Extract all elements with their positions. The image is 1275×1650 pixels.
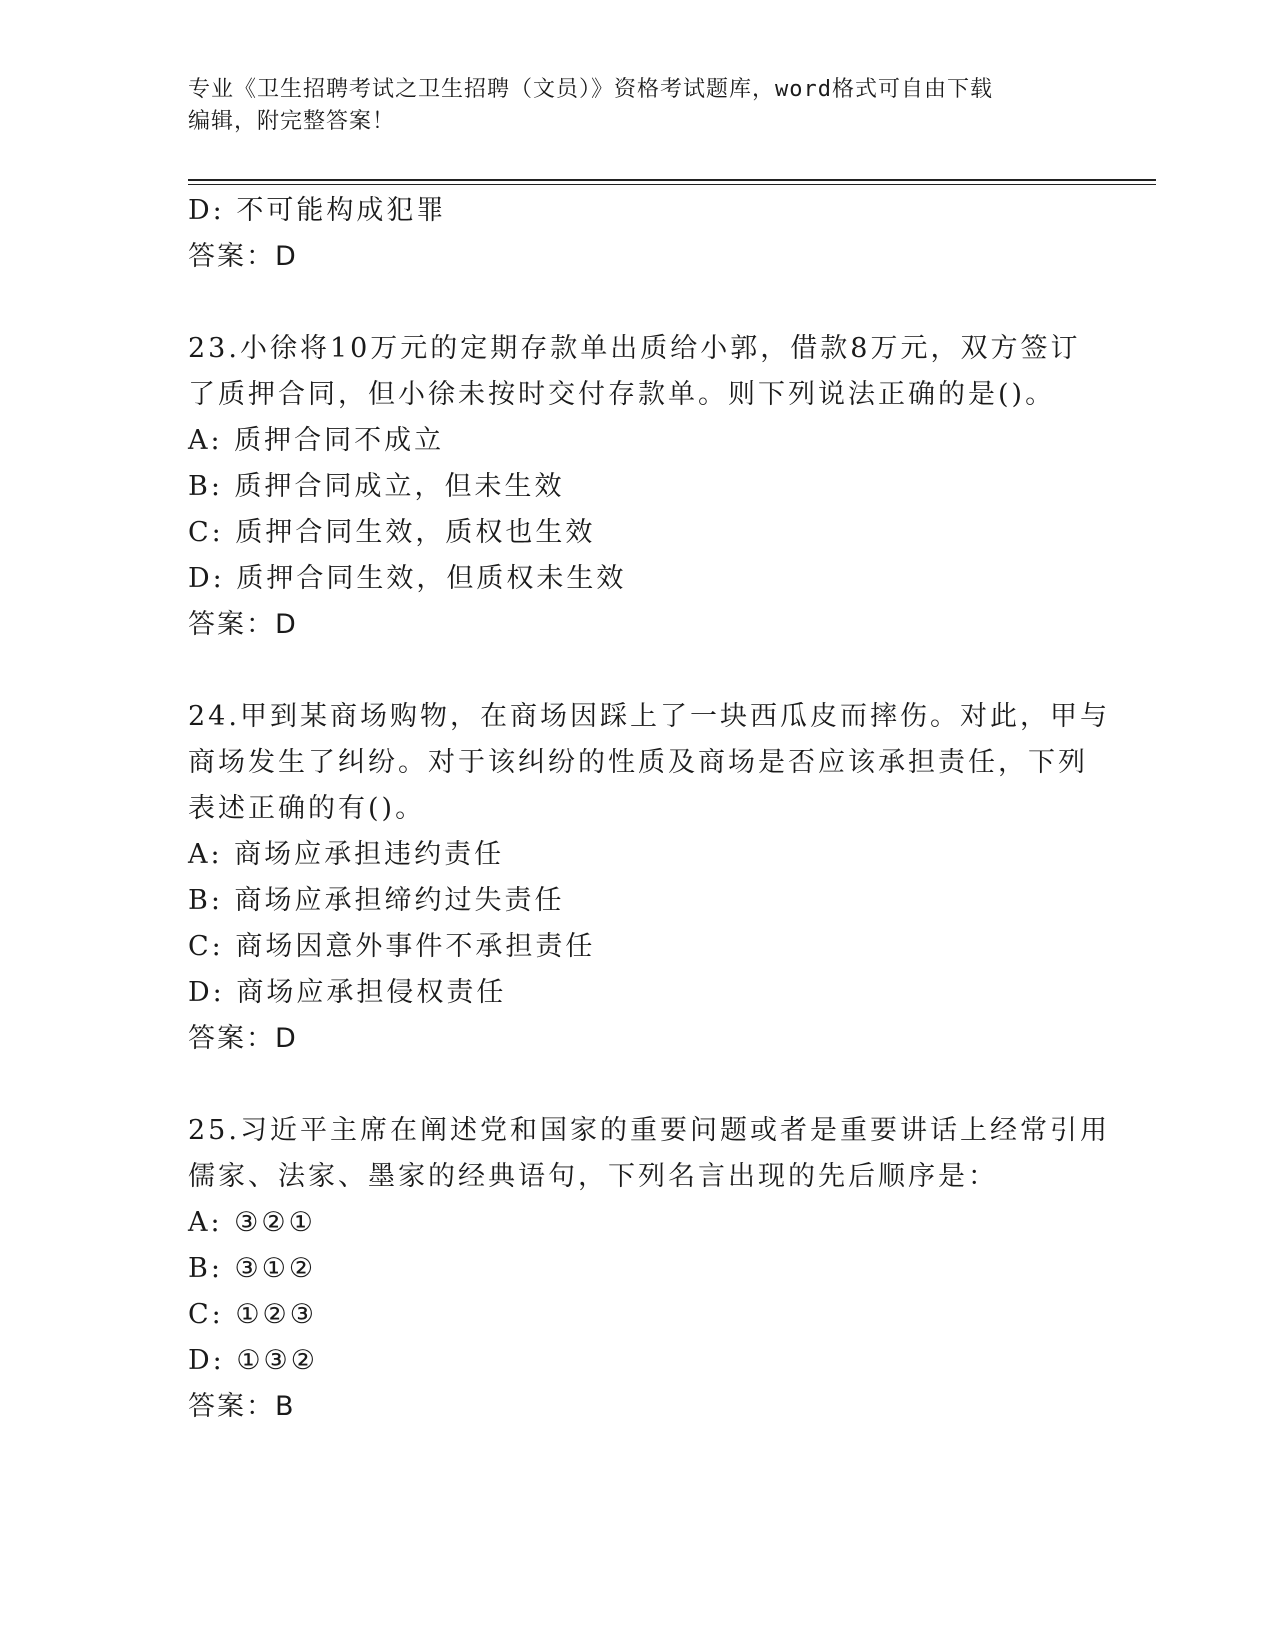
- previous-question-tail: [188, 188, 1068, 280]
- option-c: C: 商场因意外事件不承担责任: [188, 931, 596, 962]
- option-d: D: 质押合同生效，但质权未生效: [188, 563, 627, 594]
- option-d: D: ①③②: [188, 1345, 318, 1376]
- question-stem-line: 了质押合同，但小徐未按时交付存款单。则下列说法正确的是()。: [188, 379, 1056, 410]
- option-a: A: 质押合同不成立: [188, 425, 445, 456]
- header-line-1: 专业《卫生招聘考试之卫生招聘（文员）》资格考试题库，word格式可自由下载: [188, 77, 993, 102]
- option-a: A: ③②①: [188, 1207, 316, 1238]
- answer-line: 答案：D: [188, 1023, 298, 1054]
- option-a: A: 商场应承担违约责任: [188, 839, 505, 870]
- option-c: C: ①②③: [188, 1299, 317, 1330]
- option-b: B: 商场应承担缔约过失责任: [188, 885, 565, 916]
- option-d: D: 商场应承担侵权责任: [188, 977, 507, 1008]
- header-line-2: 编辑，附完整答案！: [188, 109, 396, 134]
- answer-line: 答案：B: [188, 1391, 296, 1422]
- question-stem-line: 表述正确的有()。: [188, 793, 426, 824]
- question-24: [188, 694, 1110, 1062]
- question-stem-line: 儒家、法家、墨家的经典语句，下列名言出现的先后顺序是：: [188, 1161, 998, 1192]
- answer-line: 答案：D: [188, 241, 298, 272]
- document-body: [188, 188, 1110, 1430]
- question-stem-line: 25.习近平主席在阐述党和国家的重要问题或者是重要讲话上经常引用: [188, 1115, 1110, 1146]
- option-c: C: 质押合同生效，质权也生效: [188, 517, 596, 548]
- question-stem-line: 24.甲到某商场购物，在商场因踩上了一块西瓜皮而摔伤。对此，甲与: [188, 701, 1110, 732]
- option-b: B: 质押合同成立，但未生效: [188, 471, 565, 502]
- header-rule-thick: [188, 179, 1156, 181]
- question-25: [188, 1108, 1110, 1430]
- answer-line: 答案：D: [188, 609, 298, 640]
- option-d: D: 不可能构成犯罪: [188, 195, 447, 226]
- question-stem-line: 商场发生了纠纷。对于该纠纷的性质及商场是否应该承担责任，下列: [188, 747, 1088, 778]
- option-b: B: ③①②: [188, 1253, 317, 1284]
- question-23: [188, 326, 1081, 648]
- document-header: [188, 74, 1068, 138]
- header-rule-thin: [188, 184, 1156, 185]
- question-stem-line: 23.小徐将10万元的定期存款单出质给小郭，借款8万元，双方签订: [188, 333, 1081, 364]
